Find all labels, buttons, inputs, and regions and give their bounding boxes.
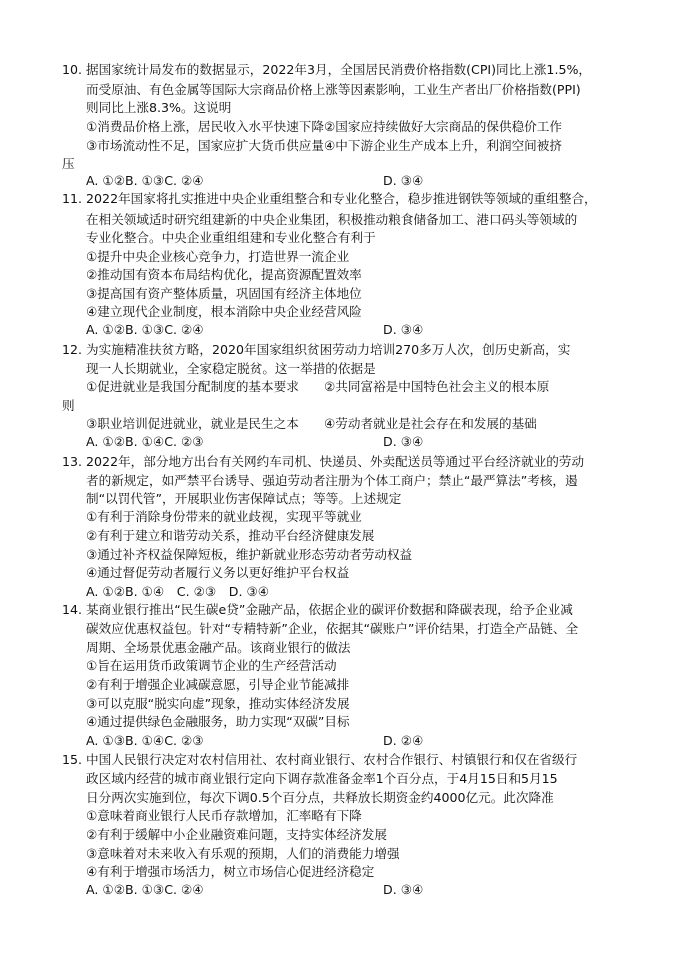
answer-choice-line: ②有利于缓解中小企业融资难问题，支持实体经济发展 bbox=[86, 827, 387, 842]
question-stem-line: 周期、全场景优惠金融产品。该商业银行的做法 bbox=[86, 640, 351, 655]
answer-choice-line: ③通过补齐权益保障短板，维护新就业形态劳动者劳动权益 bbox=[86, 547, 413, 562]
answer-choice-line: ④通过督促劳动者履行义务以更好维护平台权益 bbox=[86, 565, 350, 580]
question-stem-line: 14. 某商业银行推出“民生碳e贷”金融产品，依据企业的碳评价数据和降碳表现，给予企业减 bbox=[62, 602, 573, 617]
answer-choice-line: ③提高国有资产整体质量，巩固国有经济主体地位 bbox=[86, 286, 362, 301]
option-abc: A. ①②B. ①④C. ②③ bbox=[86, 434, 204, 449]
option-abc: A. ①②B. ①③C. ②④ bbox=[86, 173, 204, 188]
question-stem-line: 专业化整合。中央企业重组组建和专业化整合有利于 bbox=[86, 230, 376, 245]
answer-choice-line: ②有利于建立和谐劳动关系，推动平台经济健康发展 bbox=[86, 528, 375, 543]
question-stem-line: 日分两次实施到位，每次下调0.5个百分点，共释放长期资金约4000亿元。此次降准 bbox=[86, 790, 554, 805]
answer-choice-line: ①意味着商业银行人民币存款增加，汇率略有下降 bbox=[86, 808, 362, 823]
option-abc: A. ①②B. ①③C. ②④ bbox=[86, 882, 204, 897]
answer-choice-line: ①促进就业是我国分配制度的基本要求 ②共同富裕是中国特色社会主义的根本原 bbox=[86, 379, 550, 394]
option-d: D. ③④ bbox=[383, 173, 424, 188]
option-abc: A. ①③B. ①④C. ②③ bbox=[86, 733, 204, 748]
option-abcd: A. ①②B. ①④ C. ②③ D. ③④ bbox=[86, 584, 270, 599]
answer-choice-line: 则 bbox=[62, 398, 75, 413]
question-stem-line: 制“以罚代管”，开展职业伤害保障试点；等等。上述规定 bbox=[86, 491, 402, 506]
question-stem-line: 现一人长期就业，全家稳定脱贫。这一举措的依据是 bbox=[86, 361, 376, 376]
answer-choice-line: ④建立现代企业制度，根本消除中央企业经营风险 bbox=[86, 304, 362, 319]
answer-choice-line: ①提升中央企业核心竞争力，打造世界一流企业 bbox=[86, 249, 350, 264]
option-d: D. ②④ bbox=[383, 733, 424, 748]
answer-choice-line: ①旨在运用货币政策调节企业的生产经营活动 bbox=[86, 658, 337, 673]
question-stem-line: 12. 为实施精准扶贫方略，2020年国家组织贫困劳动力培训270多万人次，创历史新高，实 bbox=[62, 342, 571, 357]
answer-choice-line: ④通过提供绿色金融服务，助力实现“双碳”目标 bbox=[86, 714, 350, 729]
question-stem-line: 则同比上涨8.3%。这说明 bbox=[86, 100, 232, 115]
question-stem-line: 者的新规定，如严禁平台诱导、强迫劳动者注册为个体工商户；禁止“最严算法”考核，遏 bbox=[86, 473, 578, 488]
question-stem-line: 13. 2022年，部分地方出台有关网约车司机、快递员、外卖配送员等通过平台经济就业的劳动 bbox=[62, 454, 585, 469]
answer-choice-line: ②推动国有资本布局结构优化，提高资源配置效率 bbox=[86, 267, 362, 282]
question-stem-line: 而受原油、有色金属等国际大宗商品价格上涨等因素影响，工业生产者出厂价格指数(PPI) bbox=[86, 82, 581, 97]
question-stem-line: 15. 中国人民银行决定对农村信用社、农村商业银行、农村合作银行、村镇银行和仅在省级行 bbox=[62, 752, 578, 767]
answer-choice-line: ③职业培训促进就业，就业是民生之本 ④劳动者就业是社会存在和发展的基础 bbox=[86, 416, 537, 431]
answer-choice-line: ③意味着对未来收入有乐观的预期，人们的消费能力增强 bbox=[86, 846, 400, 861]
question-stem-line: 11. 2022年国家将扎实推进中央企业重组整合和专业化整合，稳步推进钢铁等领域的重组整合， bbox=[62, 191, 597, 206]
answer-choice-line: ④有利于增强市场活力，树立市场信心促进经济稳定 bbox=[86, 864, 375, 879]
answer-choice-line: 压 bbox=[62, 156, 75, 171]
option-d: D. ③④ bbox=[383, 434, 424, 449]
answer-choice-line: ③可以克服“脱实向虚”现象，推动实体经济发展 bbox=[86, 696, 350, 711]
option-abc: A. ①②B. ①③C. ②④ bbox=[86, 322, 204, 337]
answer-choice-line: ①有利于消除身份带来的就业歧视，实现平等就业 bbox=[86, 509, 362, 524]
question-stem-line: 碳效应优惠权益包。针对“专精特新”企业，依据其“碳账户”评价结果，打造全产品链、全 bbox=[86, 621, 579, 636]
answer-choice-line: ③市场流动性不足，国家应扩大货币供应量④中下游企业生产成本上升，利润空间被挤 bbox=[86, 138, 562, 153]
option-d: D. ③④ bbox=[383, 882, 424, 897]
answer-choice-line: ②有利于增强企业减碳意愿，引导企业节能减排 bbox=[86, 677, 350, 692]
option-d: D. ③④ bbox=[383, 322, 424, 337]
question-stem-line: 政区域内经营的城市商业银行定向下调存款准备金率1个百分点，于4月15日和5月15 bbox=[86, 771, 558, 786]
answer-choice-line: ①消费品价格上涨，居民收入水平快速下降②国家应持续做好大宗商品的保供稳价工作 bbox=[86, 119, 562, 134]
question-stem-line: 10. 据国家统计局发布的数据显示，2022年3月，全国居民消费价格指数(CPI)同比上涨1.5%， bbox=[62, 62, 592, 77]
question-stem-line: 在相关领域适时研究组建新的中央企业集团，积极推动粮食储备加工、港口码头等领域的 bbox=[86, 212, 578, 227]
